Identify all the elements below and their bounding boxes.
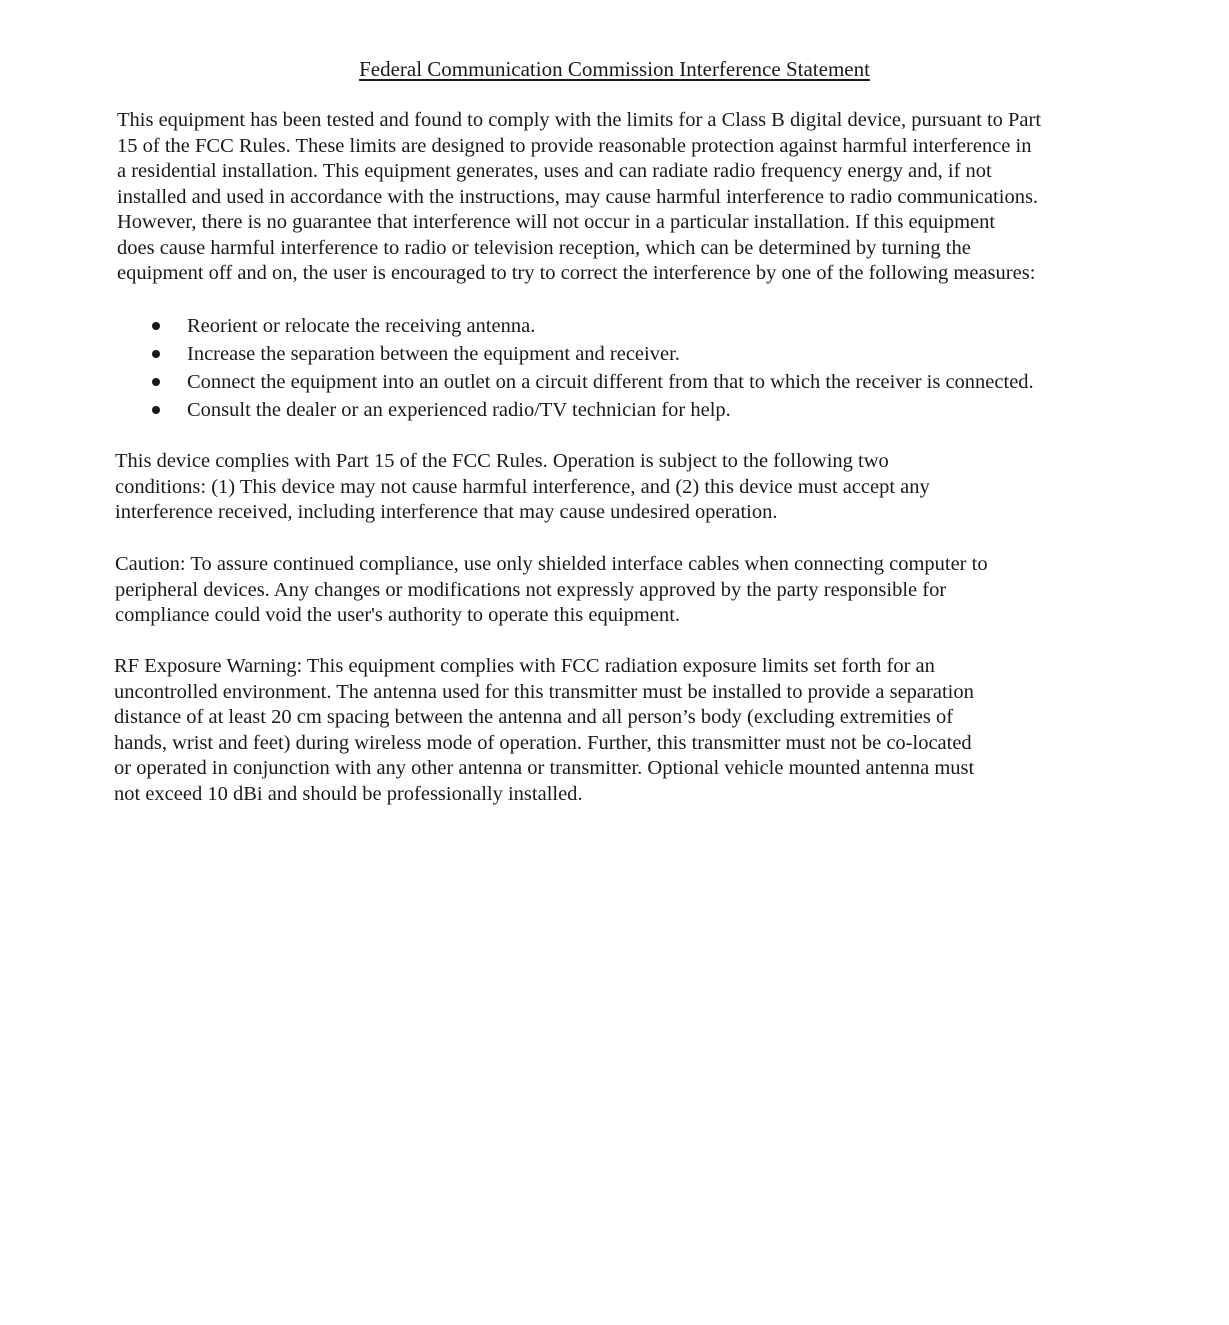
bullet-icon bbox=[152, 406, 160, 414]
paragraph-line: or operated in conjunction with any other antenna or transmitter. Optional vehicle mounted antenna must bbox=[114, 757, 975, 779]
paragraph-line: This equipment has been tested and found to comply with the limits for a Class B digital device, pursuant to Part bbox=[117, 109, 1042, 131]
measure-item bbox=[150, 396, 1110, 424]
paragraph-line: peripheral devices. Any changes or modifications not expressly approved by the party responsible for bbox=[115, 578, 947, 601]
bullet-icon bbox=[152, 350, 160, 358]
measure-text: Connect the equipment into an outlet on a circuit different from that to which the receiver is connected. bbox=[187, 371, 1034, 393]
paragraph-line: equipment off and on, the user is encouraged to try to correct the interference by one of the following measures: bbox=[117, 262, 1036, 284]
bullet-icon bbox=[152, 322, 160, 330]
measure-item bbox=[150, 312, 1110, 340]
paragraph-line: interference received, including interference that may cause undesired operation. bbox=[115, 501, 778, 523]
paragraph-line: This device complies with Part 15 of the FCC Rules. Operation is subject to the following two bbox=[115, 450, 889, 472]
paragraph-line: However, there is no guarantee that interference will not occur in a particular installation. If this equipment bbox=[117, 211, 996, 233]
document-title-text: Federal Communication Commission Interference Statement bbox=[359, 57, 870, 81]
measure-item bbox=[150, 368, 1110, 396]
part15-conditions-paragraph bbox=[115, 449, 1115, 526]
compliance-paragraph bbox=[117, 108, 1117, 287]
paragraph-line: RF Exposure Warning: This equipment complies with FCC radiation exposure limits set forth for an bbox=[114, 655, 935, 677]
document-title bbox=[0, 56, 1229, 82]
paragraph-line: conditions: (1) This device may not cause harmful interference, and (2) this device must accept any bbox=[115, 475, 930, 498]
paragraph-line: installed and used in accordance with the instructions, may cause harmful interference to radio communications. bbox=[117, 185, 1039, 208]
paragraph-line: compliance could void the user's authority to operate this equipment. bbox=[115, 604, 681, 626]
rf-exposure-paragraph bbox=[114, 654, 1114, 807]
paragraph-line: a residential installation. This equipment generates, uses and can radiate radio frequency energy and, if not bbox=[117, 160, 992, 182]
paragraph-line: hands, wrist and feet) during wireless mode of operation. Further, this transmitter must not be co-located bbox=[114, 731, 972, 754]
paragraph-line: Caution: To assure continued compliance, use only shielded interface cables when connecting computer to bbox=[115, 553, 988, 575]
bullet-icon bbox=[152, 378, 160, 386]
measures-list bbox=[150, 312, 1110, 424]
measure-text: Reorient or relocate the receiving antenna. bbox=[187, 315, 536, 337]
measure-item bbox=[150, 340, 1110, 368]
measure-text: Consult the dealer or an experienced radio/TV technician for help. bbox=[187, 399, 731, 421]
paragraph-line: 15 of the FCC Rules. These limits are designed to provide reasonable protection against harmful interference in bbox=[117, 134, 1032, 157]
paragraph-line: not exceed 10 dBi and should be professionally installed. bbox=[114, 782, 583, 805]
caution-paragraph bbox=[115, 552, 1115, 629]
paragraph-line: distance of at least 20 cm spacing between the antenna and all person’s body (excluding extremities of bbox=[114, 706, 954, 728]
paragraph-line: does cause harmful interference to radio or television reception, which can be determined by turning the bbox=[117, 236, 971, 259]
paragraph-line: uncontrolled environment. The antenna used for this transmitter must be installed to provide a separation bbox=[114, 680, 974, 703]
measure-text: Increase the separation between the equipment and receiver. bbox=[187, 343, 680, 365]
